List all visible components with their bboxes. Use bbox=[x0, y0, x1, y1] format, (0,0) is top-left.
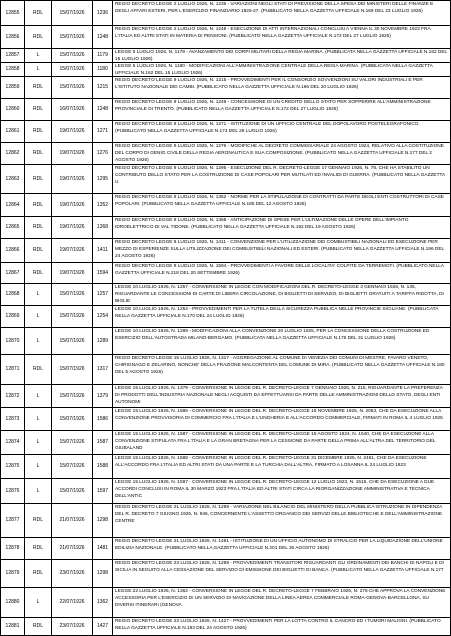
act-description: REGIO DECRETO LEGGE 9 LUGLIO 1926, N. 1594 - PROVVEDIMENTI A FAVORE DELLE LOCALITA' COLPITE DA TERREMOTI. (PUBBLICATO NELLA GAZZETTA UFFICIALE N.218 DEL 20 SETTEMBRE 1926) bbox=[115, 264, 444, 277]
act-date: 19/07/1926 bbox=[52, 165, 93, 193]
act-date: 15/07/1926 bbox=[52, 455, 93, 478]
act-type: L bbox=[25, 63, 52, 76]
table-row bbox=[1, 588, 450, 618]
act-date: 21/07/1926 bbox=[52, 538, 93, 559]
row-number: 12857 bbox=[1, 49, 25, 62]
row-number: 12864 bbox=[1, 194, 25, 216]
act-type: RDL bbox=[25, 121, 52, 142]
act-number: 1594 bbox=[93, 263, 113, 283]
row-number: 12863 bbox=[1, 165, 25, 193]
act-type: RDL bbox=[25, 165, 52, 193]
table-row bbox=[1, 77, 450, 99]
act-date: 15/07/1926 bbox=[52, 77, 93, 98]
table-row bbox=[1, 239, 450, 263]
act-type: L bbox=[25, 455, 52, 478]
table-row bbox=[1, 618, 450, 635]
act-description: REGIO DECRETO LEGGE 2 LUGLIO 1926, N. 1236 - VARIAZIONI NEGLI STATI DI PREVISIONE DELLA SPESA DEI MINISTERI DELLE FINANZE E DEGLI AFFARI ESTERI, PER L'ESERCIZIO FINANZIARIO 1926-27. (PUBBLICATO NELLA GAZZETTA UFFICIALE N.169 DEL 23 LUGLIO 1926) bbox=[115, 2, 434, 15]
row-number: 12860 bbox=[1, 99, 25, 120]
table-row bbox=[1, 479, 450, 504]
table-row bbox=[1, 538, 450, 560]
act-description: LEGGE 10 LUGLIO 1926, N. 1254 - PROVVEDIMENTI PER LA TUTELA DELLA SICUREZZA PUBBLICA NELLE PROVINCIE SICILIANE. (PUBBLICATA NELLA GAZZETTA UFFICIALE N.170 DEL 24 LUGLIO 1926) bbox=[115, 307, 439, 320]
act-description: LEGGE 5 LUGLIO 1926, N. 1179 - AVANZAMENTO DEI CORPI MILITARI DELLA REGIA MARINA. (PUBBLICATA NELLA GAZZETTA UFFICIALE N.162 DEL 15 LUGLIO 1926) bbox=[115, 50, 447, 62]
act-date: 15/07/1926 bbox=[52, 306, 93, 327]
act-type: RDL bbox=[25, 99, 52, 120]
act-description: LEGGE 15 LUGLIO 1926, N. 1587 - CONVERSIONE IN LEGGE DEL R. DECRETO-LEGGE 15 AGOSTO 1924, N. 1540, CHE DA ESECUZIONE ALLA CONVENZIONE STIPULATA FRA L'ITALIA E LA GRAN BRETAGNA PER LA CESSIONE DA PARTE DELLA PRIMA ALL'ALTRA DEL TERRITORIO DEL GIUBALAND bbox=[115, 432, 436, 452]
table-row bbox=[1, 560, 450, 588]
act-type: RDL bbox=[25, 560, 52, 587]
act-type: RDL bbox=[25, 26, 52, 48]
act-type: RDL bbox=[25, 217, 52, 238]
act-type: L bbox=[25, 284, 52, 305]
act-number: 1257 bbox=[93, 284, 113, 305]
act-date: 15/07/1926 bbox=[52, 328, 93, 354]
row-number: 12880 bbox=[1, 588, 25, 617]
act-date: 21/07/1926 bbox=[52, 504, 93, 537]
act-description: REGIO DECRETO LEGGE 23 LUGLIO 1926, N. 1427 - PROVVEDIMENTI PER LA LOTTA CONTRO IL CANCRO ED I TUMORI MALIGNI. (PUBBLICATO NELLA GAZZETTA UFFICIALE N.193 DEL 24 AGOSTO 1926) bbox=[115, 619, 441, 632]
row-number: 12876 bbox=[1, 479, 25, 503]
act-date: 15/07/1926 bbox=[52, 355, 93, 384]
act-number: 1298 bbox=[93, 504, 113, 537]
act-date: 19/07/1926 bbox=[52, 217, 93, 238]
row-number: 12868 bbox=[1, 284, 25, 305]
table-row bbox=[1, 431, 450, 455]
act-type: RDL bbox=[25, 263, 52, 283]
act-description: LEGGE 10 LUGLIO 1926, N. 1289 - MODIFICAZIONI ALLA CONVENZIONE 20 LUGLIO 1925, PER LA CONCESSIONE DELLA COSTRUZIONE ED ESERCIZIO DELL'AUTOSTRADA MILANO-BERGAMO. (PUBBLICATA NELLA GAZZETTA UFFICIALE N.176 DEL 31 LUGLIO 1926) bbox=[115, 329, 430, 342]
table-row bbox=[1, 165, 450, 194]
act-description: REGIO DECRETO LEGGE 9 LUGLIO 1926, N. 1215 - PROVVEDIMENTI PER IL CONSORZIO SOVVENZIONI SU VALORI INDUSTRIALI E PER L'ISTITUTO NAZIONALE DEI CAMBI. (PUBBLICATO NELLA GAZZETTA UFFICIALE N.166 DEL 20 LUGLIO 1926) bbox=[115, 78, 423, 91]
act-date: 19/07/1926 bbox=[52, 239, 93, 262]
row-number: 12871 bbox=[1, 355, 25, 384]
act-date: 23/07/1926 bbox=[52, 560, 93, 587]
row-number: 12878 bbox=[1, 538, 25, 559]
act-date: 19/07/1926 bbox=[52, 121, 93, 142]
act-date: 15/07/1926 bbox=[52, 431, 93, 454]
row-number: 12873 bbox=[1, 408, 25, 430]
act-date: 23/07/1926 bbox=[52, 618, 93, 635]
act-type: RDL bbox=[25, 239, 52, 262]
act-number: 1587 bbox=[93, 431, 113, 454]
act-number: 1481 bbox=[93, 538, 113, 559]
act-date: 15/07/1926 bbox=[52, 284, 93, 305]
act-number: 1368 bbox=[93, 217, 113, 238]
act-description: REGIO DECRETO LEGGE 2 LUGLIO 1926, N. 1248 - ESECUZIONE DI ATTI INTERNAZIONALI CONCLUSI A VIENNA IL 30 NOVEMBRE 1923 FRA L'ITALIA ED ALTRI STATI IN MATERIA DI PENSIONI. (PUBBLICATO NELLA GAZZETTA UFFICIALE N.172 DEL 27 LUGLIO 1926) bbox=[115, 27, 431, 40]
row-number: 12861 bbox=[1, 121, 25, 142]
act-number: 1276 bbox=[93, 143, 113, 164]
act-description: REGIO DECRETO LEGGE 9 LUGLIO 1926, N. 1352 - NORME PER LA STIPULAZIONE DI CONTRATTI DA PARTE DEGLI ENTI COSTRUTTORI DI CASE POPOLARI. (PUBBLICATO NELLA GAZZETTA UFFICIALE N.185 DEL 12 AGOSTO 1926) bbox=[115, 195, 444, 208]
act-type: L bbox=[25, 431, 52, 454]
row-number: 12862 bbox=[1, 143, 25, 164]
act-date: 15/07/1926 bbox=[52, 408, 93, 430]
table-row bbox=[1, 408, 450, 431]
act-type: RDL bbox=[25, 194, 52, 216]
act-number: 1427 bbox=[93, 618, 113, 635]
row-number: 12869 bbox=[1, 306, 25, 327]
row-number: 12867 bbox=[1, 263, 25, 283]
act-date: 15/07/1926 bbox=[52, 1, 93, 25]
act-number: 1295 bbox=[93, 165, 113, 193]
act-description: REGIO DECRETO LEGGE 23 LUGLIO 1926, N. 1298 - PROVVEDIMENTI TRANSITORI RIGUARDANTI GLI ORDINAMENTI DEI BANCHI DI NAPOLI E DI SICILIA IN SEGUITO ALLA CESSAZIONE DEL SERVIZIO DI EMISSIONE DEI BIGLIETTI DI BANCA. (PUBBLICATO NELLA GAZZETTA UFFICIALE N.177 bbox=[115, 561, 444, 574]
row-number: 12879 bbox=[1, 560, 25, 587]
act-description: LEGGE 22 LUGLIO 1926, N. 1362 - CONVERSIONE IN LEGGE DEL R. DECRETO-LEGGE 7 FEBBRAIO 1926, N. 276 CHE APPROVA LA CONVENZIONE ACCESSORIA PER L'ESERCIZIO DI UN SERVIZIO DI NAVIGAZIONE DELLA LINEA AEREA COMMERCIALE ROMA-GENOVA-BARCELLONA, SU DIVERSI ITINERARI (GENOVA bbox=[115, 589, 446, 609]
act-description: LEGGE 15 LUGLIO 1926, N. 1597 - CONVERSIONE IN LEGGE DEL R. DECRETO-LEGGE 12 LUGLIO 1923, N. 1515, CHE DA ESECUZIONE A DUE ACCORDI CONCLUSI IN ROMA IL 30 MARZO 1923 FRA L'ITALIA ED ALTRI STATI CIRCA LA RIORGANIZZAZIONE AMMINISTRATIVA E TECNICA DELL'ANTIC bbox=[115, 480, 435, 500]
row-number: 12875 bbox=[1, 455, 25, 478]
act-type: RDL bbox=[25, 1, 52, 25]
act-type: RDL bbox=[25, 618, 52, 635]
act-description: REGIO DECRETO LEGGE 9 LUGLIO 1926, N. 1248 - CONCESSIONE DI UN CREDITO DELLO STATO PER SOPPERIRE ALL'AMMINISTRAZIONE PROVINCIALE DI TRENTO. (PUBBLICATO NELLA GAZZETTA UFFICIALE N.172 DEL 27 LUGLIO 1926) bbox=[115, 100, 431, 113]
row-number: 12859 bbox=[1, 77, 25, 98]
act-date: 15/07/1926 bbox=[52, 26, 93, 48]
act-number: 1248 bbox=[93, 99, 113, 120]
act-description: LEGGE 10 LUGLIO 1926, N. 1257 - CONVERSIONE IN LEGGE CON MODIFICAZIONI DEL R. DECRETO-LEGGE 3 GENNAIO 1926, N. 135, RIGUARDANTE LE CONCESSIONI DI CARTE DI LIBERA CIRCOLAZIONE, DI BIGLIETTI DI SERVIZIO, DI BIGLIETTI GRATUITI A TARIFFA RIDOTTA, DI BIGLIE bbox=[115, 285, 444, 305]
act-date: 15/07/1926 bbox=[52, 63, 93, 76]
act-description: LEGGE 15 LUGLIO 1926, N. 1586 - CONVERSIONE IN LEGGE DEL R. DECRETO-LEGGE 15 NOVEMBRE 1925, N. 2063, CHE DA ESECUZIONE ALLA CONVENZIONE PROVVISORIA DI COMMERCIO FRA L'ITALIA E L'UNGHERIA E ALL'ACCORDO COMMERCIALE, FIRMATI IN ROMA IL 4 LUGLIO 1925 bbox=[115, 409, 443, 422]
row-number: 12881 bbox=[1, 618, 25, 635]
act-number: 1254 bbox=[93, 306, 113, 327]
act-type: L bbox=[25, 306, 52, 327]
table-row bbox=[1, 99, 450, 121]
table-row bbox=[1, 328, 450, 355]
act-number: 1271 bbox=[93, 121, 113, 142]
act-description: REGIO DECRETO LEGGE 9 LUGLIO 1926, N. 1295 - ESECUZIONE DEL R. DECRETO-LEGGE 17 GENNAIO 1926, N. 78, CHE HA STABILITO UN CONTRIBUTO DELLO STATO PER LA COSTRUZIONE DI CASE POPOLARI PER MUTILATI ED INVALIDI DI GUERRA. (PUBBLICATO NELLA GAZZETTA U bbox=[115, 166, 445, 186]
act-type: L bbox=[25, 408, 52, 430]
act-description: REGIO DECRETO LEGGE 15 LUGLIO 1926, N. 1317 - AGGREGAZIONE AL COMUNE DI VENEZIA DEI COMUNI DI MESTRE, FAVARO VENETO, CHIRIGNAGO E ZELARINO, NONCHE' DELLA FRAZIONE MALCONTENTA DEL COMUNE DI MIRA. (PUBBLICATO NELLA GAZZETTA UFFICIALE N.180 DEL 5 AGOSTO 1926) bbox=[115, 356, 445, 376]
row-number: 12872 bbox=[1, 385, 25, 407]
act-date: 15/07/1926 bbox=[52, 479, 93, 503]
act-type: RDL bbox=[25, 77, 52, 98]
row-number: 12865 bbox=[1, 217, 25, 238]
row-number: 12870 bbox=[1, 328, 25, 354]
act-number: 1379 bbox=[93, 385, 113, 407]
act-number: 1236 bbox=[93, 1, 113, 25]
table-row bbox=[1, 284, 450, 306]
table-row bbox=[1, 63, 450, 77]
table-row bbox=[1, 26, 450, 49]
table-row bbox=[1, 355, 450, 385]
act-number: 1362 bbox=[93, 588, 113, 617]
act-description: LEGGE 15 LUGLIO 1926, N. 1379 - CONVERSIONE IN LEGGE DEL R. DECRETO-LEGGE 7 GENNAIO 1926, N. 215, RIGUARDANTE LA PREFERENZA DI PRODOTTI DELL'INDUSTRIA NAZIONALE NEGLI ACQUISTI DA EFFETTUARSI DA PARTE DELLE AMMINISTRAZIONI DELLO STATO, DEGLI ENTI AUTONOMI bbox=[115, 386, 443, 406]
act-type: RDL bbox=[25, 355, 52, 384]
act-type: RDL bbox=[25, 504, 52, 537]
act-date: 19/07/1926 bbox=[52, 194, 93, 216]
table-row bbox=[1, 194, 450, 217]
act-description: REGIO DECRETO LEGGE 21 LUGLIO 1926, N. 1298 - VARIAZIONE NEL BILANCIO DEL MINISTERO DELLA PUBBLICA ISTRUZIONE IN DIPENDENZA DEL R. DECRETO 7 GIUGNO 1926, N. 946, CONCERNENTE L'ASSETTO ORGANICO DEI SERVIZI DELLE BIBLIOTECHE E DELL'AMMINISTRAZIONE CENTRE bbox=[115, 505, 443, 525]
act-description: REGIO DECRETO LEGGE 9 LUGLIO 1926, N. 1368 - ANTICIPAZIONE DI SPESE PER L'ULTIMAZIONE DELLE OPERE DELL'IMPIANTO IDROELETTRICO DI VAL TIDONE. (PUBBLICATO NELLA GAZZETTA UFFICIALE N.192 DEL 19 AGOSTO 1926) bbox=[115, 218, 409, 231]
act-number: 1597 bbox=[93, 479, 113, 503]
act-number: 1180 bbox=[93, 63, 113, 76]
act-type: L bbox=[25, 328, 52, 354]
act-description: LEGGE 15 LUGLIO 1926, N. 1588 - CONVERSIONE IN LEGGE DEL R. DECRETO-LEGGE 31 DICEMBRE 1925, N. 2451, CHE DA ESECUZIONE ALL'ACCORDO FRA L'ITALIA ED ALTRI STATI DA UNA PARTE E LA TURCHIA DALL'ALTRA, FIRMATO A LOSANNA IL 24 LUGLIO 1923 bbox=[115, 456, 427, 469]
act-type: L bbox=[25, 385, 52, 407]
act-description: REGIO DECRETO LEGGE 9 LUGLIO 1926, N. 1276 - MODIFICHE AL DECRETO COMMISSARIALE 24 AGOSTO 1924, RELATIVO ALLA COSTITUZIONE DEL CORPO DI GENIO CIVILE DELLA REGIA AERONAUTICA E SUA COMPOSIZIONE. (PUBBLICATO NELLA GAZZETTA UFFICIALE N.177 DEL 2 AGOSTO 1926) bbox=[115, 144, 444, 164]
table-row bbox=[1, 504, 450, 538]
act-description: REGIO DECRETO LEGGE 9 LUGLIO 1926, N. 1411 - CONVENZIONE PER L'UTILIZZAZIONE DEI COMBUSTIBILI NAZIONALI ED ESECUZIONE PER MEZZO DI ESPERIENZE SULLA UTILIZZAZIONE DEI COMBUSTIBILI NAZIONALI ED ESTERI. (PUBBLICATO NELLA GAZZETTA UFFICIALE N.196 DEL 24 AGOSTO 1926) bbox=[115, 240, 444, 260]
table-row bbox=[1, 121, 450, 143]
act-number: 1298 bbox=[93, 560, 113, 587]
act-type: L bbox=[25, 588, 52, 617]
table-row bbox=[1, 385, 450, 408]
table-row bbox=[1, 306, 450, 328]
row-number: 12874 bbox=[1, 431, 25, 454]
act-number: 1248 bbox=[93, 26, 113, 48]
row-number: 12856 bbox=[1, 26, 25, 48]
act-type: RDL bbox=[25, 538, 52, 559]
row-number: 12877 bbox=[1, 504, 25, 537]
act-date: 16/07/1926 bbox=[52, 99, 93, 120]
act-date: 15/07/1926 bbox=[52, 385, 93, 407]
act-number: 1215 bbox=[93, 77, 113, 98]
table-row bbox=[1, 49, 450, 63]
act-number: 1411 bbox=[93, 239, 113, 262]
row-number: 12866 bbox=[1, 239, 25, 262]
act-date: 19/07/1926 bbox=[52, 263, 93, 283]
act-number: 1179 bbox=[93, 49, 113, 62]
act-number: 1586 bbox=[93, 408, 113, 430]
act-description: REGIO DECRETO LEGGE 21 LUGLIO 1926, N. 1481 - ISTITUZIONE DI UN UFFICIO AUTONOMO DI STRALCIO PER LA LIQUIDAZIONE DELL'UNIONE EDILIZIA NAZIONALE. (PUBBLICATO NELLA GAZZETTA UFFICIALE N.201 DEL 30 AGOSTO 1926) bbox=[115, 539, 443, 552]
table-row bbox=[1, 455, 450, 479]
act-description: REGIO DECRETO LEGGE 9 LUGLIO 1926, N. 1271 - ISTITUZIONE DI UN UFFICIO CENTRALE DEL DOPOLAVORO POSTELEGRAFONICO. (PUBBLICATO NELLA GAZZETTA UFFICIALE N.174 DEL 29 LUGLIO 1926) bbox=[115, 122, 420, 135]
row-number: 12858 bbox=[1, 63, 25, 76]
act-number: 1352 bbox=[93, 194, 113, 216]
table-row bbox=[1, 217, 450, 239]
act-type: RDL bbox=[25, 143, 52, 164]
table-row bbox=[1, 1, 450, 26]
act-number: 1588 bbox=[93, 455, 113, 478]
act-type: L bbox=[25, 49, 52, 62]
act-date: 19/07/1926 bbox=[52, 143, 93, 164]
row-number: 12855 bbox=[1, 1, 25, 25]
act-number: 1317 bbox=[93, 355, 113, 384]
act-number: 1289 bbox=[93, 328, 113, 354]
table-row bbox=[1, 263, 450, 284]
table-row bbox=[1, 143, 450, 165]
act-date: 22/07/1926 bbox=[52, 588, 93, 617]
act-type: L bbox=[25, 479, 52, 503]
act-description: LEGGE 5 LUGLIO 1926, N. 1180 - MODIFICAZIONI ALL'AMMINISTRAZIONE CENTRALE DELLA REGIA MARINA. (PUBBLICATA NELLA GAZZETTA UFFICIALE N.162 DEL 15 LUGLIO 1926) bbox=[115, 64, 433, 76]
act-date: 15/07/1926 bbox=[52, 49, 93, 62]
